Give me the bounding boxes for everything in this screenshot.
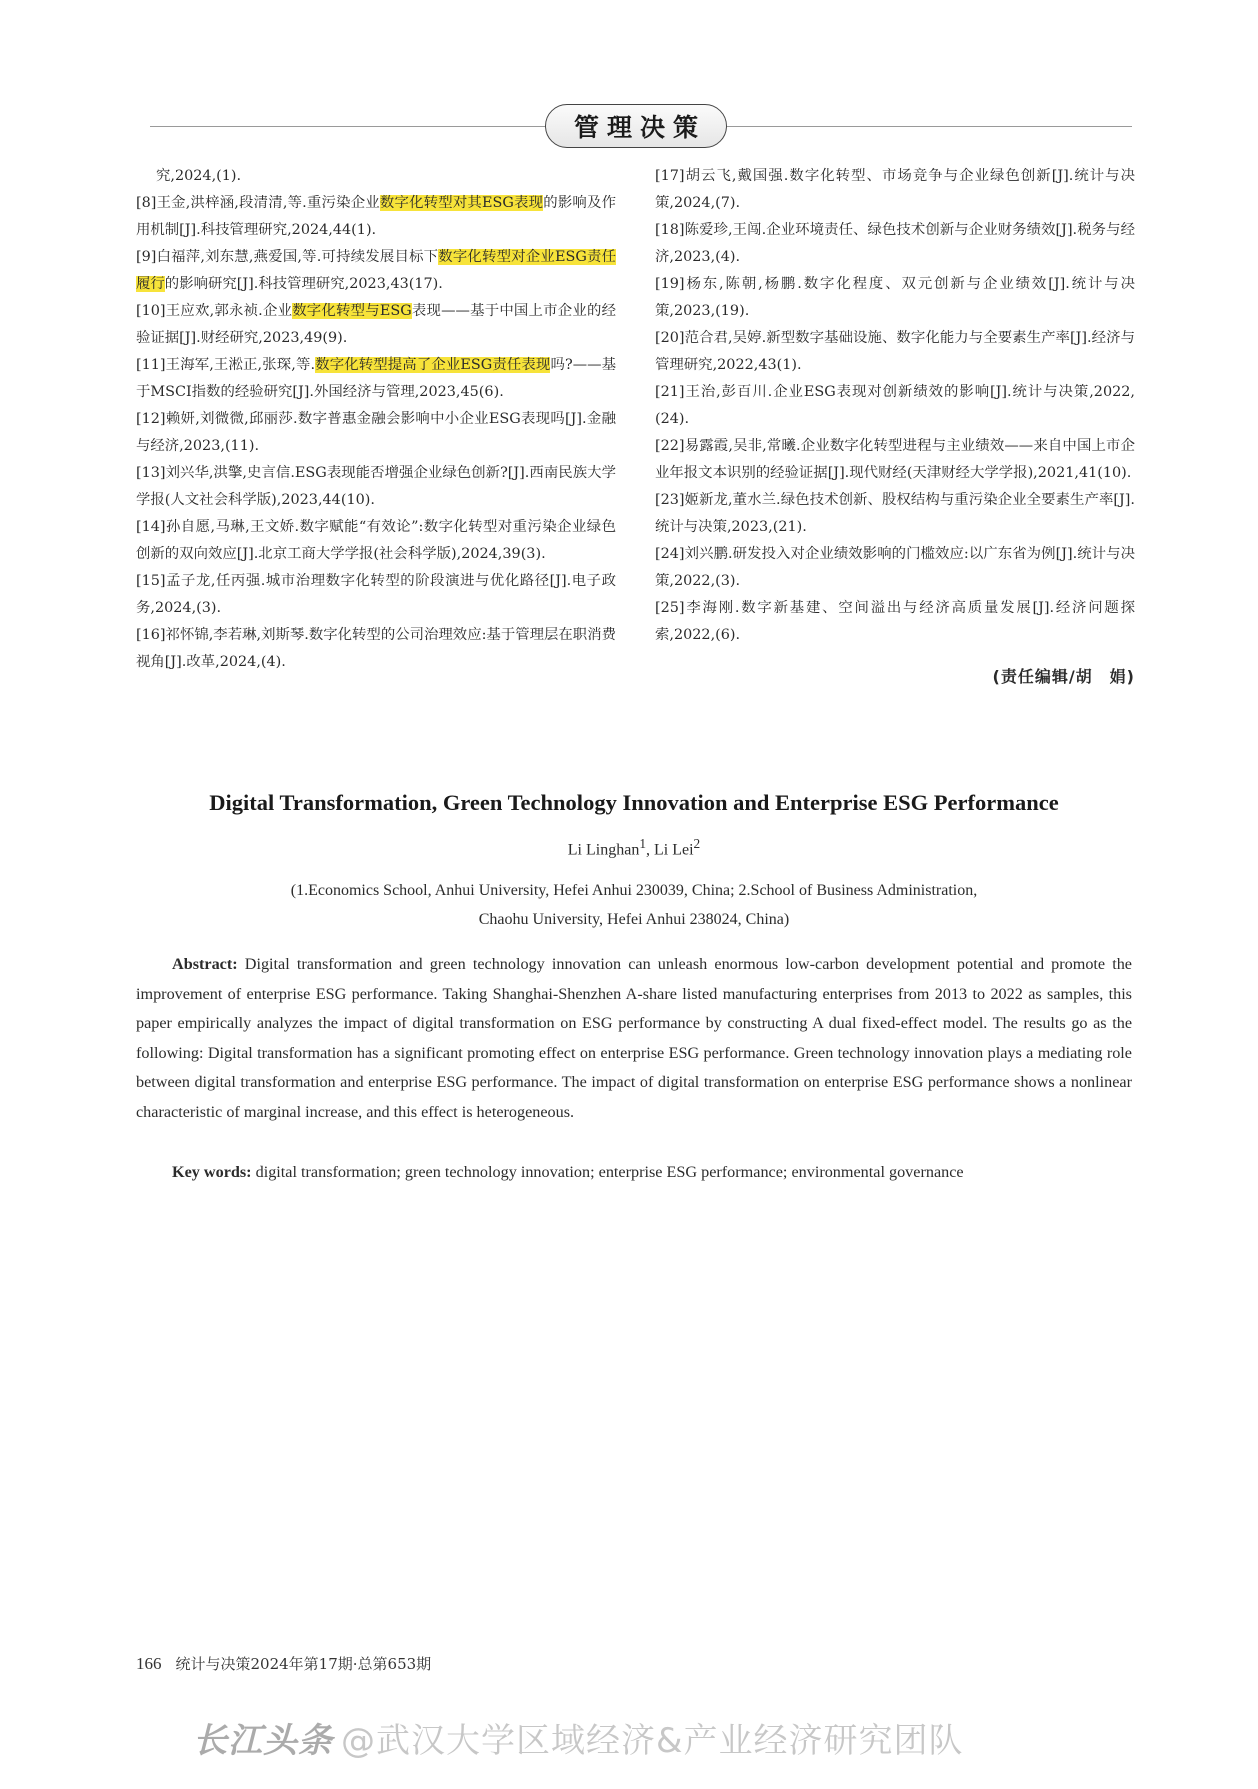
- author-1: Li Linghan: [567, 841, 640, 859]
- reference-item: [655, 217, 1135, 271]
- keywords-label: Key words:: [172, 1163, 252, 1181]
- reference-item: [655, 595, 1135, 649]
- reference-item: [655, 379, 1135, 433]
- reference-text: [13]刘兴华,洪擎,史言信.ESG表现能否增强企业绿色创新?[J].西南民族大学学报(人文社会科学版),2023,44(10).: [136, 465, 616, 508]
- header-rule-right: [727, 126, 1132, 127]
- reference-text: [23]姬新龙,董水兰.绿色技术创新、股权结构与重污染企业全要素生产率[J].统计与决策,2023,(21).: [655, 492, 1135, 535]
- reference-text: [19]杨东,陈朝,杨鹏.数字化程度、双元创新与企业绩效[J].统计与决策,2023,(19).: [655, 276, 1135, 319]
- references-right-list: [655, 163, 1135, 649]
- reference-item: [655, 163, 1135, 217]
- reference-text: 的影响及作用机制[J].科技管理研究,2024,44(1).: [136, 195, 616, 238]
- affiliation-line-2: Chaohu University, Hefei Anhui 238024, China): [478, 911, 790, 928]
- highlighted-text: 数字化转型与ESG: [292, 303, 412, 319]
- watermark-logo: 长江头条: [193, 1721, 333, 1761]
- reference-text: [16]祁怀锦,李若琳,刘斯琴.数字化转型的公司治理效应:基于管理层在职消费视角[J].改革,2024,(4).: [136, 627, 616, 670]
- reference-item: [136, 406, 616, 460]
- reference-item: [136, 568, 616, 622]
- reference-text: 表现——基于中国上市企业的经验证据[J].财经研究,2023,49(9).: [136, 303, 616, 346]
- reference-text: [20]范合君,吴婷.新型数字基础设施、数字化能力与全要素生产率[J].经济与管理研究,2022,43(1).: [655, 330, 1135, 373]
- author-separator: ,: [646, 841, 654, 859]
- reference-text: [24]刘兴鹏.研发投入对企业绩效影响的门槛效应:以广东省为例[J].统计与决策,2022,(3).: [655, 546, 1135, 589]
- reference-item: [136, 190, 616, 244]
- reference-item: [655, 325, 1135, 379]
- reference-text: [8]王金,洪梓涵,段清清,等.重污染企业: [136, 195, 380, 211]
- reference-item: [136, 514, 616, 568]
- watermark-text: @武汉大学区域经济&产业经济研究团队: [341, 1721, 964, 1761]
- page-number: 166: [136, 1654, 162, 1673]
- keywords-text: digital transformation; green technology innovation; enterprise ESG performance; environmental governance: [255, 1163, 964, 1181]
- english-keywords: [136, 1158, 1132, 1188]
- reference-item: [136, 298, 616, 352]
- abstract-label: Abstract:: [172, 955, 238, 973]
- highlighted-text: 数字化转型对企业ESG责任履行: [136, 249, 616, 292]
- author-2-affil-mark: 2: [693, 836, 701, 851]
- reference-text: [18]陈爱珍,王闯.企业环境责任、绿色技术创新与企业财务绩效[J].税务与经济,2023,(4).: [655, 222, 1135, 265]
- reference-text: [12]赖妍,刘微微,邱丽莎.数字普惠金融会影响中小企业ESG表现吗[J].金融与经济,2023,(11).: [136, 411, 616, 454]
- page-footer: [136, 1653, 431, 1674]
- highlighted-text: 数字化转型对其ESG表现: [379, 195, 544, 211]
- highlighted-text: 数字化转型提高了企业ESG责任表现: [315, 357, 551, 373]
- reference-text: [22]易露霞,吴非,常曦.企业数字化转型进程与主业绩效——来自中国上市企业年报文本识别的经验证据[J].现代财经(天津财经大学学报),2021,41(10).: [655, 438, 1135, 481]
- reference-item: [655, 487, 1135, 541]
- reference-item: [136, 352, 616, 406]
- abstract-text: Digital transformation and green technology innovation can unleash enormous low-carbon development potential and promote the improvement of enterprise ESG performance. Taking Shanghai-Shenzhen A-share listed manufacturing enterprises from 2013 to 2022 as samples, this paper empirically analyzes the impact of digital transformation on ESG performance by constructing A dual fixed-effect model. The results go as the following: Digital transformation has a significant promoting effect on enterprise ESG performance. Green technology innovation plays a mediating role between digital transformation and enterprise ESG performance. The impact of digital transformation on enterprise ESG performance shows a nonlinear characteristic of marginal increase, and this effect is heterogeneous.: [136, 955, 1132, 1121]
- reference-item: [136, 622, 616, 676]
- journal-issue: 统计与决策2024年第17期·总第653期: [175, 1655, 432, 1673]
- reference-text: 究,2024,(1).: [156, 168, 242, 184]
- reference-item: [136, 460, 616, 514]
- reference-text: [21]王治,彭百川.企业ESG表现对创新绩效的影响[J].统计与决策,2022,(24).: [655, 384, 1135, 427]
- author-2: Li Lei: [654, 841, 694, 859]
- reference-text: [15]孟子龙,任丙强.城市治理数字化转型的阶段演进与优化路径[J].电子政务,2024,(3).: [136, 573, 616, 616]
- reference-item: [655, 271, 1135, 325]
- reference-text: 吗?——基于MSCI指数的经验研究[J].外国经济与管理,2023,45(6).: [136, 357, 616, 400]
- references-left-column: [136, 163, 616, 676]
- reference-text: [9]白福萍,刘东慧,燕爱国,等.可持续发展目标下: [136, 249, 439, 265]
- english-affiliations: [136, 876, 1132, 934]
- header-rule-left: [150, 126, 545, 127]
- reference-item: [655, 541, 1135, 595]
- reference-item: [655, 433, 1135, 487]
- reference-text: [25]李海刚.数字新基建、空间溢出与经济高质量发展[J].经济问题探索,2022,(6).: [655, 600, 1135, 643]
- reference-text: [10]王应欢,郭永祯.企业: [136, 303, 293, 319]
- affiliation-line-1: (1.Economics School, Anhui University, Hefei Anhui 230039, China; 2.School of Business Administration,: [290, 882, 978, 899]
- watermark: [193, 1713, 964, 1762]
- references-right-column: [655, 163, 1135, 690]
- reference-text: [17]胡云飞,戴国强.数字化转型、市场竞争与企业绿色创新[J].统计与决策,2024,(7).: [655, 168, 1135, 211]
- reference-text: 的影响研究[J].科技管理研究,2023,43(17).: [164, 276, 443, 292]
- english-authors: [136, 836, 1132, 859]
- section-header: 管理决策: [545, 104, 727, 148]
- reference-item: [136, 244, 616, 298]
- responsible-editor: (责任编辑/胡 娟): [992, 667, 1135, 686]
- reference-text: [14]孙自愿,马琳,王文娇.数字赋能“有效论”:数字化转型对重污染企业绿色创新的双向效应[J].北京工商大学学报(社会科学版),2024,39(3).: [136, 519, 616, 562]
- author-1-affil-mark: 1: [639, 836, 646, 851]
- reference-item: [136, 163, 616, 190]
- reference-text: [11]王海军,王淞正,张琛,等.: [136, 357, 316, 373]
- english-title: Digital Transformation, Green Technology Innovation and Enterprise ESG Performance: [209, 790, 1059, 815]
- english-abstract: [136, 950, 1132, 1127]
